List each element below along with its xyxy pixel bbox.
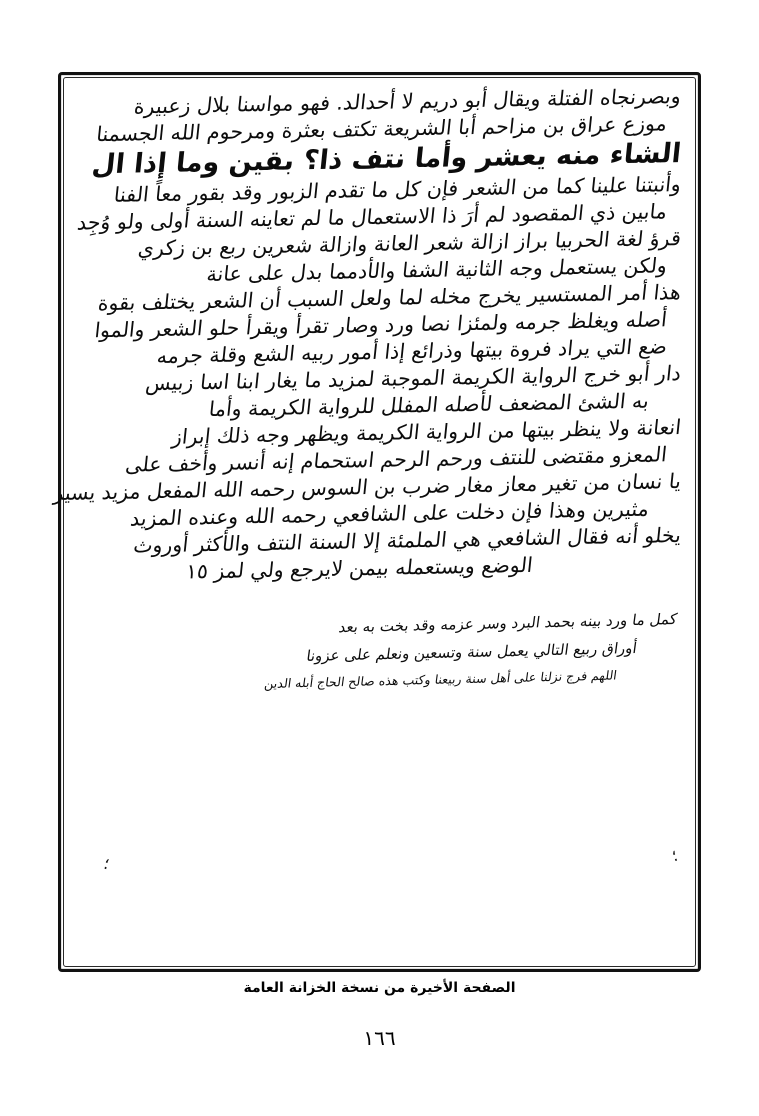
manuscript-colophon-block: [76, 610, 683, 692]
manuscript-line: موزع عراق بن مزاحم أبا الشريعة تكتف بعثرة ومرحوم الله الجسمنا: [95, 111, 669, 147]
manuscript-line: هذا أمر المستسير يخرج مخله لما ولعل السبب أن الشعر يختلف بقوة: [96, 279, 683, 315]
colophon-line: كمل ما ورد بينه بحمد البرد وسر عزمه وقد بخت به بعد: [337, 610, 679, 637]
manuscript-line: المعزو مقتضى للنتف ورحم الرحم استحمام إنه أنسر وأخف على: [124, 441, 669, 477]
plate-caption: الصفحة الأخيرة من نسخة الخزانة العامة: [243, 980, 516, 996]
manuscript-line: دار أبو خرج الرواية الكريمة الموجبة لمزيد ما يغار ابنا اسا زبيس: [144, 360, 683, 395]
ink-flourish-icon: ؛: [102, 853, 112, 874]
manuscript-plate: [52, 72, 701, 972]
manuscript-line: ولكن يستعمل وجه الثانية الشفا والأدمما بدل على عانة: [205, 252, 669, 286]
manuscript-text-body: [52, 84, 683, 958]
manuscript-line: مثيرين وهذا فإن دخلت على الشافعي رحمه الله وعنده المزيد: [129, 496, 651, 531]
manuscript-line: يا نسان من تغير معاز مغار ضرب بن السوس رحمه الله المفعل مزيد يسير: [52, 468, 683, 505]
manuscript-line: يخلو أنه فقال الشافعي هي الملمئة إلا السنة النتف والأكثر أوروث: [132, 522, 683, 558]
manuscript-line: مابين ذي المقصود لم أرَ ذا الاستعمال ما لم تعاينه السنة أولى ولو وُجِد: [76, 198, 669, 235]
manuscript-line-heading: الشاء منه يعشر وأما نتف ذا؟ بقين وما إذا ال: [90, 138, 683, 181]
manuscript-line: أصله ويغلظ جرمه ولمئزا نصا ورد وصار تقرأ ويقرأ حلو الشعر والموا: [93, 306, 669, 342]
ink-flourish-icon: ؛: [669, 845, 680, 866]
page-number: ١٦٦: [363, 1026, 396, 1050]
manuscript-line: وبصرنجاه الفتلة ويقال أبو دريم لا أحدالد. فهو مواسنا بلال زعبيرة: [132, 84, 683, 119]
manuscript-main-block: [52, 84, 683, 584]
manuscript-line: ضع التي يراد فروة بيتها وذرائع إذا أمور ربيه الشع وقلة جرمه: [155, 333, 669, 368]
manuscript-line: قرؤ لغة الحربيا براز ازالة شعر العانة وازالة شعرين ربع بن زكري: [136, 225, 683, 260]
colophon-line: أوراق ربيع التالي يعمل سنة وتسعين ونعلم على عزونا: [305, 638, 639, 666]
manuscript-line: وأنبتنا علينا كما من الشعر فإن كل ما تقدم الزبور وقد بقور معاً الفنا: [112, 171, 683, 207]
manuscript-line: انعانة ولا ينظر بيتها من الرواية الكريمة ويظهر وجه ذلك إبراز: [170, 414, 683, 449]
colophon-line: اللهم فرج نزلنا على أهل سنة ربيعنا وكتب هذه صالح الحاج أبله الدين: [263, 667, 618, 692]
manuscript-line: به الشئ المضعف لأصله المفلل للرواية الكريمة وأما: [207, 388, 651, 421]
manuscript-line: الوضع ويستعمله بيمن لايرجع ولي لمز ١٥: [184, 552, 534, 584]
